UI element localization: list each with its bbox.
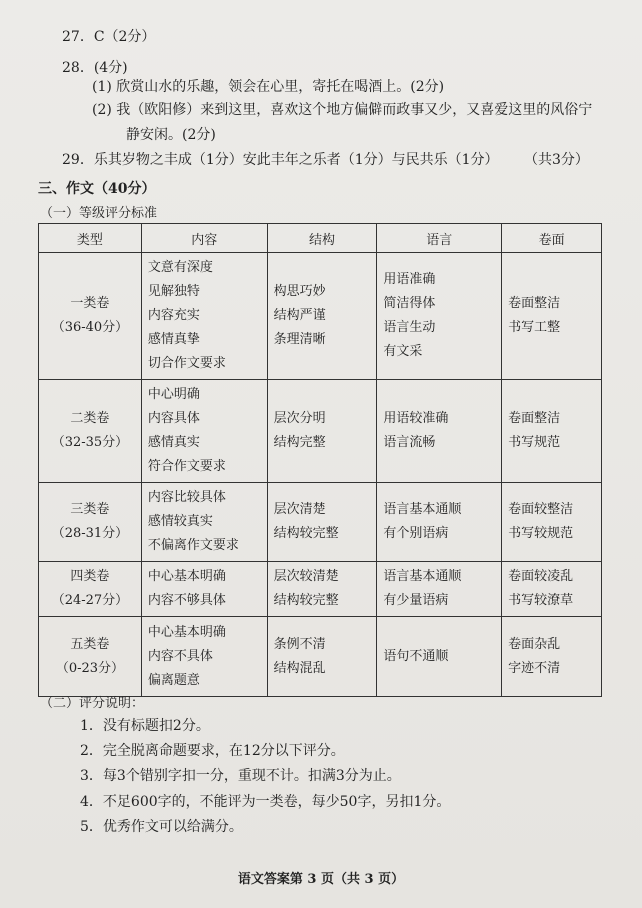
composition-section-title: 三、作文（40分）: [38, 181, 156, 197]
answer-28-part2-line2: 静安闲。(2分): [126, 127, 216, 143]
answer-29-total: （共3分）: [524, 152, 589, 168]
grade-content-item: 感情真实: [147, 435, 200, 450]
grade-content-item: 内容比较具体: [147, 490, 226, 505]
header-language: 语言: [377, 224, 502, 253]
grade-score-range: （24-27分）: [51, 593, 129, 608]
grading-note: 2．完全脱离命题要求，在12分以下评分。: [80, 743, 345, 759]
grading-notes-title: （二）评分说明：: [40, 696, 145, 711]
grade-content-item: 内容充实: [147, 308, 200, 323]
answer-29: 29．乐其岁物之丰成（1分）安此丰年之乐者（1分）与民共乐（1分）: [62, 152, 499, 168]
grade-neatness-item: 书写工整: [508, 320, 561, 335]
grade-type-cell: [39, 253, 142, 380]
grade-language-item: 语言流畅: [383, 435, 436, 450]
grade-neatness-item: 书写较规范: [508, 526, 574, 541]
grade-neatness-item: 卷面整洁: [508, 296, 561, 311]
grade-structure-cell: [267, 253, 377, 380]
grade-neatness-item: 书写较潦草: [508, 593, 574, 608]
grade-neatness-item: 书写规范: [508, 435, 561, 450]
grade-neatness-item: 字迹不清: [508, 660, 561, 676]
grade-language-item: 语言基本通顺: [383, 569, 462, 584]
grade-content-item: 切合作文要求: [147, 356, 226, 371]
grade-content-cell: [141, 380, 267, 483]
grade-structure-cell: [267, 617, 377, 697]
grade-language-cell: [377, 253, 502, 380]
grade-content-cell: [141, 617, 267, 697]
grading-table-header: [39, 224, 602, 253]
grading-note: 4．不足600字的，不能评为一类卷，每少50字，另扣1分。: [80, 794, 451, 810]
grading-row: [39, 253, 602, 380]
grade-content-cell: [141, 562, 267, 617]
grade-type-cell: [39, 562, 142, 617]
grade-type-label: 三类卷: [70, 502, 110, 517]
grade-structure-item: 结构完整: [273, 435, 326, 450]
grade-language-item: 语言生动: [383, 320, 436, 335]
grade-type-cell: [39, 380, 142, 483]
grade-content-item: 文意有深度: [147, 260, 213, 275]
grade-content-item: 感情真挚: [147, 332, 200, 347]
grade-structure-cell: [267, 483, 377, 562]
grading-standard-title: （一）等级评分标准: [40, 206, 158, 221]
grade-type-cell: [39, 483, 142, 562]
grade-neatness-cell: [502, 253, 602, 380]
header-structure: 结构: [267, 224, 377, 253]
grade-language-cell: [377, 617, 502, 697]
grading-note: 1．没有标题扣2分。: [80, 718, 210, 734]
grade-content-item: 中心基本明确: [147, 569, 226, 584]
grade-neatness-item: 卷面整洁: [508, 411, 561, 426]
grade-structure-item: 结构较完整: [273, 526, 339, 541]
grade-content-item: 内容不够具体: [147, 593, 226, 608]
grade-content-item: 内容具体: [147, 411, 200, 426]
grade-type-label: 四类卷: [70, 569, 110, 584]
grade-type-label: 一类卷: [70, 296, 110, 311]
grade-score-range: （32-35分）: [51, 435, 129, 450]
grade-structure-item: 结构混乱: [273, 660, 326, 676]
grade-content-item: 中心明确: [147, 387, 200, 402]
grade-neatness-item: 卷面较凌乱: [508, 569, 574, 584]
grade-content-item: 偏离题意: [147, 672, 200, 688]
grade-structure-item: 构思巧妙: [273, 284, 326, 299]
grade-language-item: 语句不通顺: [383, 648, 449, 664]
grade-language-cell: [377, 562, 502, 617]
header-type: 类型: [39, 224, 142, 253]
grade-structure-item: 结构较完整: [273, 593, 339, 608]
grade-structure-item: 层次清楚: [273, 502, 326, 517]
grade-content-cell: [141, 483, 267, 562]
grading-note: 5．优秀作文可以给满分。: [80, 819, 243, 835]
page-footer: 语文答案第 3 页（共 3 页）: [237, 872, 405, 887]
grade-neatness-item: 卷面杂乱: [508, 636, 561, 652]
grade-content-cell: [141, 253, 267, 380]
grade-structure-item: 条例不清: [273, 636, 326, 652]
grading-row: [39, 380, 602, 483]
header-neatness: 卷面: [502, 224, 602, 253]
grade-neatness-cell: [502, 380, 602, 483]
grade-structure-item: 结构严谨: [273, 308, 326, 323]
grade-type-label: 二类卷: [70, 411, 110, 426]
grading-row: [39, 562, 602, 617]
grade-neatness-item: 卷面较整洁: [508, 502, 574, 517]
grade-language-item: 有少量语病: [383, 593, 449, 608]
grade-neatness-cell: [502, 617, 602, 697]
answer-28-heading: 28．(4分): [62, 60, 128, 76]
grade-content-item: 不偏离作文要求: [147, 538, 239, 553]
header-content: 内容: [141, 224, 267, 253]
grade-score-range: （0-23分）: [55, 660, 125, 676]
grade-score-range: （36-40分）: [51, 320, 129, 335]
grade-type-cell: [39, 617, 142, 697]
grade-structure-item: 层次分明: [273, 411, 326, 426]
grade-type-label: 五类卷: [70, 636, 110, 652]
grade-language-item: 有文采: [383, 344, 423, 359]
grade-content-item: 感情较真实: [147, 514, 213, 529]
grade-content-item: 符合作文要求: [147, 459, 226, 474]
grade-content-item: 内容不具体: [147, 648, 213, 664]
grade-content-item: 中心基本明确: [147, 624, 226, 640]
grade-language-item: 用语较准确: [383, 411, 449, 426]
grade-structure-item: 条理清晰: [273, 332, 326, 347]
grade-language-item: 用语准确: [383, 272, 436, 287]
grade-neatness-cell: [502, 483, 602, 562]
answer-28-part2-line1: (2) 我（欧阳修）来到这里，喜欢这个地方偏僻而政事又少，又喜爱这里的风俗宁: [92, 102, 593, 118]
grade-content-item: 见解独特: [147, 284, 200, 299]
grade-language-item: 语言基本通顺: [383, 502, 462, 517]
answer-28-part1: (1) 欣赏山水的乐趣，领会在心里，寄托在喝酒上。(2分): [92, 79, 445, 95]
grading-row: [39, 483, 602, 562]
grade-language-item: 有个别语病: [383, 526, 449, 541]
grade-language-cell: [377, 380, 502, 483]
grade-score-range: （28-31分）: [51, 526, 129, 541]
answer-27: 27．C（2分）: [62, 29, 156, 45]
grading-note: 3．每3个错别字扣一分，重现不计。扣满3分为止。: [80, 768, 401, 784]
grade-neatness-cell: [502, 562, 602, 617]
grade-structure-cell: [267, 380, 377, 483]
grade-language-cell: [377, 483, 502, 562]
grade-structure-cell: [267, 562, 377, 617]
grade-structure-item: 层次较清楚: [273, 569, 339, 584]
grading-table: [38, 223, 602, 697]
grade-language-item: 简洁得体: [383, 296, 436, 311]
grading-row: [39, 617, 602, 697]
